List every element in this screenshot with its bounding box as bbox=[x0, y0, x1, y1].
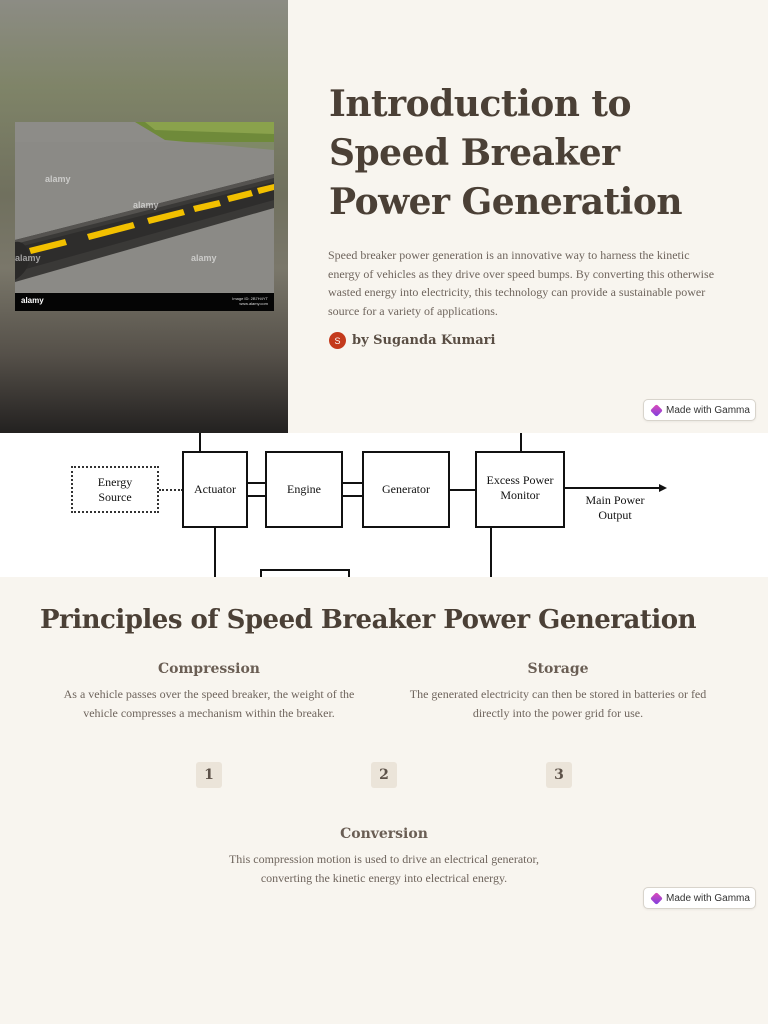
connector-line bbox=[343, 482, 363, 484]
excess-power-monitor-box: Excess Power Monitor bbox=[475, 451, 565, 528]
slide-title: Principles of Speed Breaker Power Generation bbox=[40, 605, 696, 635]
block-diagram bbox=[0, 433, 768, 577]
step-body-conversion: This compression motion is used to drive an electrical generator, converting the kinetic energy into electrical energy. bbox=[228, 852, 540, 885]
author-name: by Suganda Kumari bbox=[352, 333, 496, 348]
connector-line bbox=[199, 433, 201, 452]
author-line[interactable] bbox=[329, 332, 495, 349]
lower-box-edge bbox=[260, 569, 350, 577]
connector-line bbox=[490, 526, 492, 577]
title-slide bbox=[0, 0, 768, 433]
speed-breaker-illustration bbox=[15, 122, 274, 311]
made-with-gamma-label: Made with Gamma bbox=[666, 404, 750, 416]
watermark-text: alamy bbox=[133, 200, 159, 210]
watermark-text: alamy bbox=[191, 253, 217, 263]
connector-line bbox=[450, 489, 476, 491]
main-power-output-label: Main Power Output bbox=[585, 493, 645, 522]
step-heading-conversion: Conversion bbox=[340, 826, 428, 842]
connector-line bbox=[214, 526, 216, 577]
step-body-storage: The generated electricity can then be stored in batteries or fed directly into the power grid for use. bbox=[409, 687, 707, 720]
watermark-text: alamy bbox=[45, 174, 71, 184]
connector-line bbox=[248, 482, 265, 484]
step-number-badge: 1 bbox=[196, 762, 222, 788]
step-heading-compression: Compression bbox=[158, 661, 260, 677]
made-with-gamma-button[interactable] bbox=[643, 887, 756, 909]
gamma-logo-icon bbox=[650, 892, 663, 905]
step-heading-storage: Storage bbox=[527, 661, 589, 677]
photo-credit-bar bbox=[15, 293, 274, 311]
connector-line bbox=[248, 495, 265, 497]
slide-title: Introduction to Speed Breaker Power Generation bbox=[329, 83, 683, 223]
speed-breaker-photo bbox=[15, 122, 274, 311]
made-with-gamma-button[interactable] bbox=[643, 399, 756, 421]
connector-line bbox=[520, 433, 522, 452]
photo-credit-fine-print: Image ID: 2B7H4YT www.alamy.com bbox=[232, 296, 268, 306]
image-panel bbox=[0, 0, 288, 433]
step-number-badge: 3 bbox=[546, 762, 572, 788]
connector-line bbox=[343, 495, 363, 497]
watermark-text: alamy bbox=[15, 253, 41, 263]
generator-box: Generator bbox=[362, 451, 450, 528]
slide-description: Speed breaker power generation is an innovative way to harness the kinetic energy of vehicles as they drive over speed bumps. By converting this otherwise wasted energy into electricity, this technology can provide a sustainable power source for a variety of applications. bbox=[328, 248, 715, 318]
principles-slide bbox=[0, 577, 768, 1024]
avatar[interactable]: S bbox=[329, 332, 346, 349]
made-with-gamma-label: Made with Gamma bbox=[666, 892, 750, 904]
dashed-connector bbox=[159, 489, 183, 491]
actuator-box: Actuator bbox=[182, 451, 248, 528]
engine-box: Engine bbox=[265, 451, 343, 528]
energy-source-box: Energy Source bbox=[71, 466, 159, 513]
step-number-badge: 2 bbox=[371, 762, 397, 788]
alamy-logo: alamy bbox=[21, 296, 44, 305]
gamma-logo-icon bbox=[650, 404, 663, 417]
step-body-compression: As a vehicle passes over the speed breaker, the weight of the vehicle compresses a mechanism within the breaker. bbox=[63, 687, 355, 720]
